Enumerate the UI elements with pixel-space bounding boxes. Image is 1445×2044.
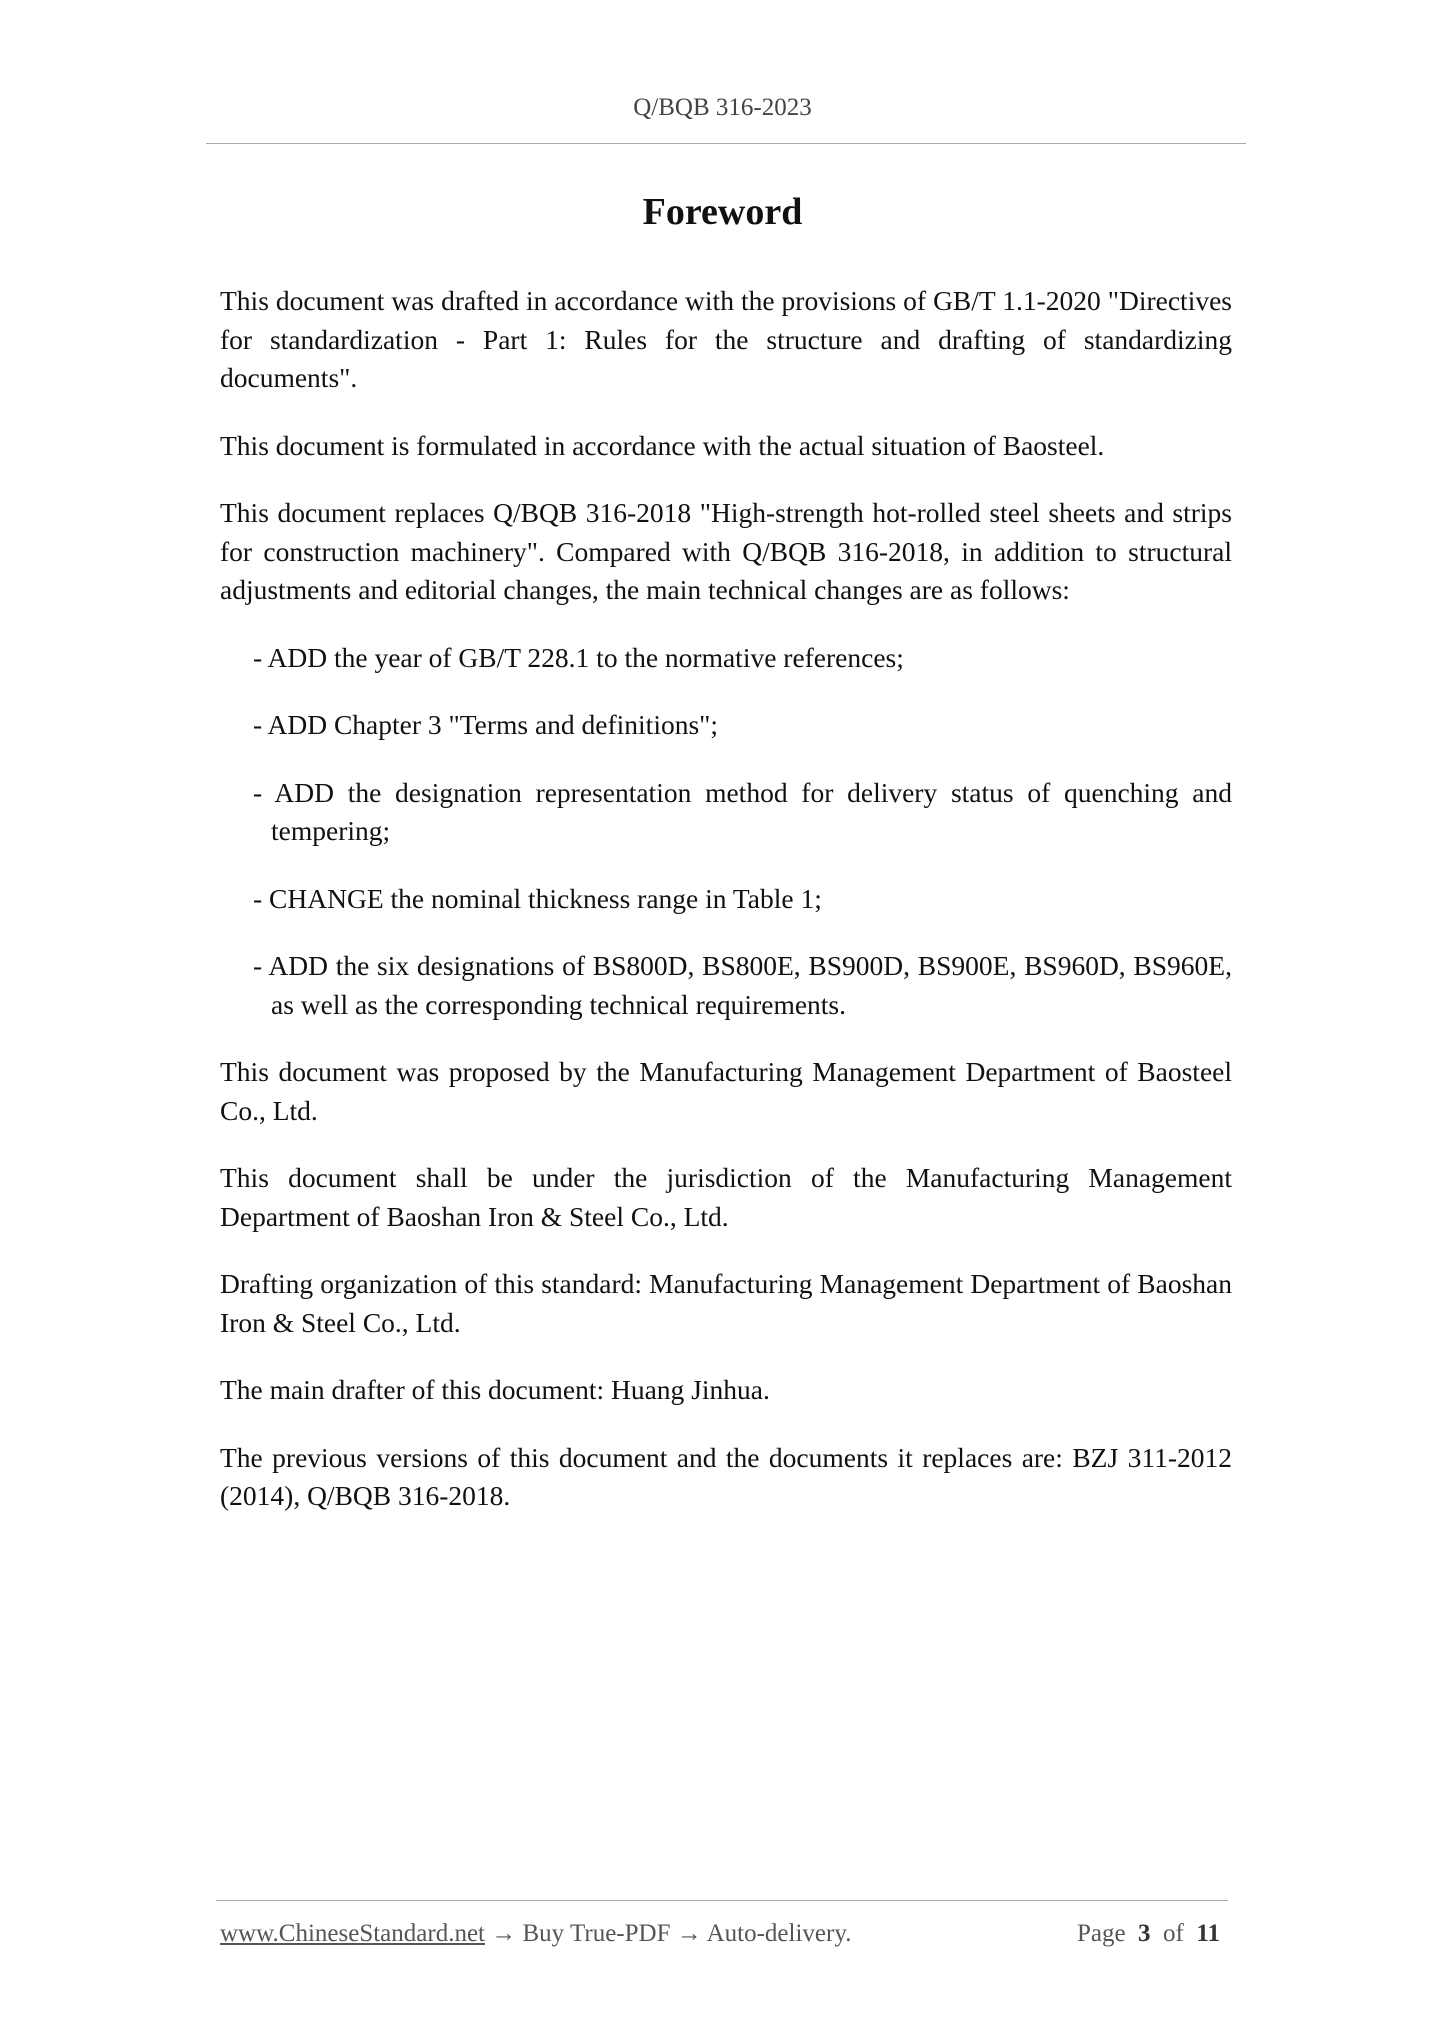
arrow-right-icon: → (491, 1920, 517, 1947)
list-item: - ADD the designation representation method for delivery status of quenching and tempering; (253, 776, 1232, 846)
arrow-right-icon: → (676, 1920, 702, 1947)
list-item: - ADD the six designations of BS800D, BS800E, BS900D, BS900E, BS960D, BS960E, as well as the corresponding technical requirements. (253, 950, 1232, 1020)
footer-divider (216, 1900, 1228, 1901)
delivery-text: Auto-delivery. (701, 1920, 852, 1947)
of-label: of (1163, 1920, 1184, 1947)
header-divider (206, 143, 1246, 144)
paragraph: The previous versions of this document and the documents it replaces are: BZJ 311-2012 (2014), Q/BQB 316-2018. (220, 1441, 1232, 1511)
list-item: - CHANGE the nominal thickness range in Table 1; (253, 882, 822, 914)
page-label: Page (1076, 1920, 1126, 1947)
paragraph: This document is formulated in accordance with the actual situation of Baosteel. (220, 429, 1105, 461)
list-item: - ADD Chapter 3 "Terms and definitions"; (253, 709, 719, 740)
paragraph: Drafting organization of this standard: Manufacturing Management Department of Baoshan Iron & Steel Co., Ltd. (220, 1268, 1232, 1338)
foreword-body (220, 282, 1232, 1545)
page-indicator (1077, 1920, 1220, 1948)
paragraph: The main drafter of this document: Huang Jinhua. (220, 1374, 770, 1405)
paragraph: This document was proposed by the Manufacturing Management Department of Baosteel Co., Ltd. (220, 1056, 1232, 1126)
paragraph: This document shall be under the jurisdiction of the Manufacturing Management Department of Baoshan Iron & Steel Co., Ltd. (220, 1162, 1232, 1232)
buy-text: Buy True-PDF (516, 1920, 677, 1947)
list-item: - ADD the year of GB/T 228.1 to the normative references; (253, 641, 904, 673)
paragraph: This document replaces Q/BQB 316-2018 "High-strength hot-rolled steel sheets and strips for construction machinery". Compared with Q/BQB 316-2018, in addition to structural adjustments and editorial changes, the main technical changes are as follows: (220, 497, 1232, 605)
page-title: Foreword (642, 191, 803, 233)
site-link[interactable]: www.ChineseStandard.net (220, 1920, 485, 1947)
document-code-header: Q/BQB 316-2023 (633, 94, 812, 121)
page-number: 3 (1138, 1920, 1151, 1947)
page-total: 11 (1196, 1920, 1220, 1947)
technical-changes-list (220, 639, 1232, 1025)
paragraph: This document was drafted in accordance with the provisions of GB/T 1.1-2020 "Directives for standardization - Part 1: Rules for the structure and drafting of standardizing documents". (220, 285, 1232, 393)
footer-promo (220, 1920, 851, 1948)
